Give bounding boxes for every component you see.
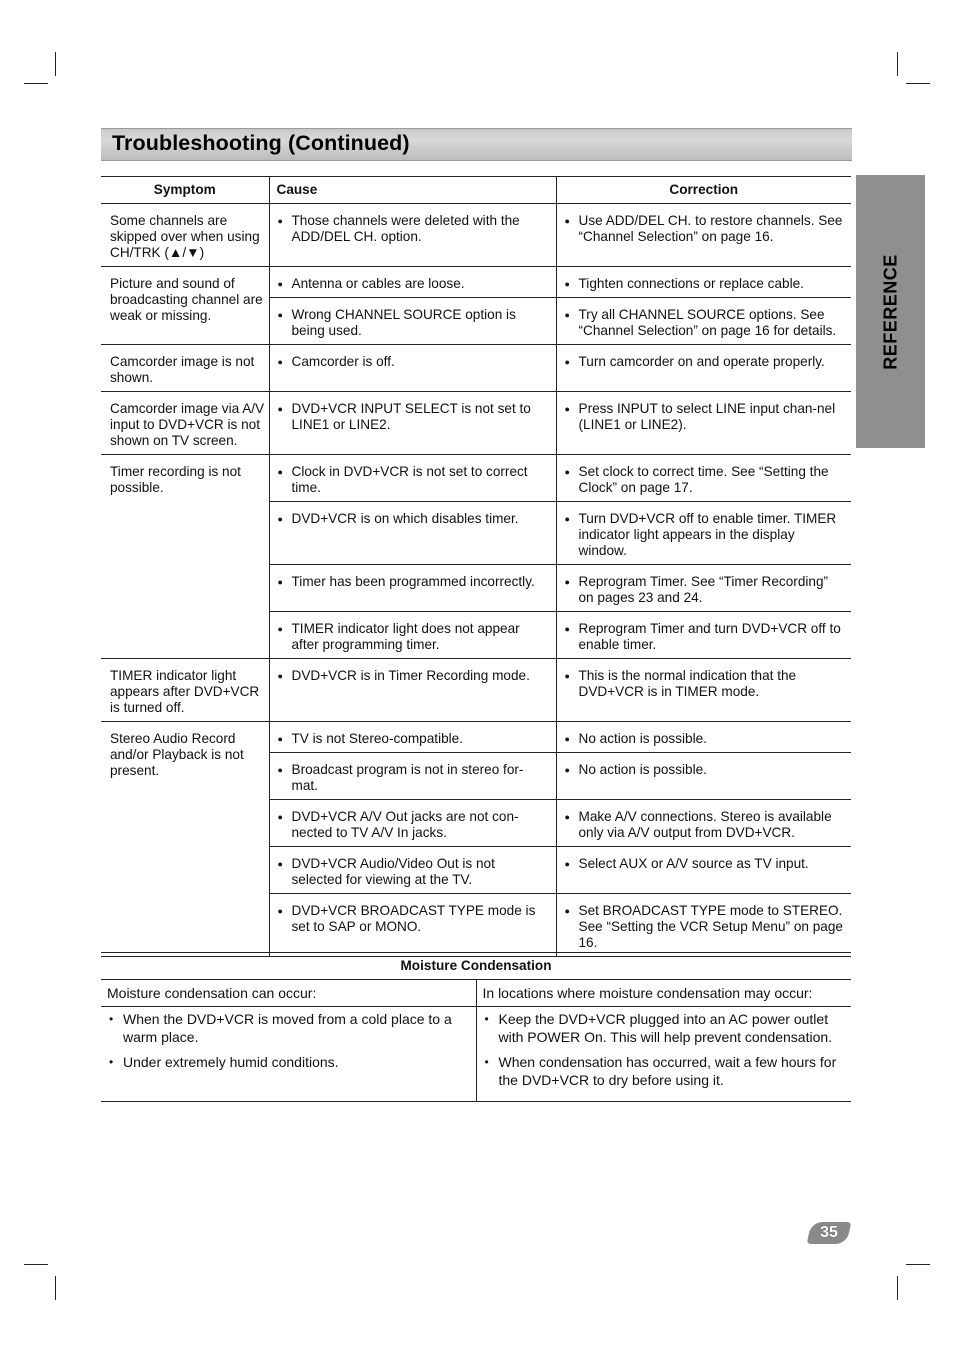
cause-text: Antenna or cables are loose. bbox=[291, 276, 465, 291]
list-item-text: Under extremely humid conditions. bbox=[123, 1054, 339, 1070]
correction-cell bbox=[556, 894, 851, 957]
troubleshooting-table bbox=[101, 176, 851, 957]
table-row bbox=[101, 455, 851, 502]
correction-text: Select AUX or A/V source as TV input. bbox=[578, 856, 809, 871]
bullet-icon: ● bbox=[277, 310, 283, 320]
bullet-icon: • bbox=[484, 1055, 489, 1069]
bullet-icon: ● bbox=[277, 812, 283, 822]
moisture-title: Moisture Condensation bbox=[101, 953, 851, 980]
list-item-text: Keep the DVD+VCR plugged into an AC power outlet with POWER On. This will help prevent condensation. bbox=[498, 1011, 833, 1045]
bullet-icon: ● bbox=[564, 514, 570, 524]
page-title: Troubleshooting (Continued) bbox=[112, 131, 410, 155]
page-number: 35 bbox=[820, 1224, 838, 1241]
list-item bbox=[485, 1010, 844, 1046]
cause-cell bbox=[269, 455, 556, 502]
bullet-icon: ● bbox=[277, 467, 283, 477]
bullet-icon: ● bbox=[277, 734, 283, 744]
correction-cell bbox=[556, 455, 851, 502]
list-item bbox=[109, 1053, 468, 1071]
table-row bbox=[101, 659, 851, 722]
bullet-icon: ● bbox=[277, 357, 283, 367]
correction-text: Reprogram Timer. See “Timer Recording” on pages 23 and 24. bbox=[578, 574, 829, 605]
bullet-icon: ● bbox=[564, 906, 570, 916]
correction-header: Correction bbox=[556, 177, 851, 204]
cause-cell bbox=[269, 612, 556, 659]
correction-text: Set clock to correct time. See “Setting the Clock” on page 17. bbox=[578, 464, 829, 495]
bullet-icon: ● bbox=[564, 859, 570, 869]
list-item bbox=[109, 1010, 468, 1046]
correction-text: Press INPUT to select LINE input chan-nel (LINE1 or LINE2). bbox=[578, 401, 836, 432]
crop-mark bbox=[55, 1276, 56, 1300]
bullet-icon: ● bbox=[564, 624, 570, 634]
correction-cell bbox=[556, 612, 851, 659]
page-number-badge bbox=[807, 1222, 852, 1244]
cause-cell bbox=[269, 565, 556, 612]
moisture-right-list bbox=[476, 1007, 851, 1102]
bullet-icon: ● bbox=[564, 765, 570, 775]
correction-cell bbox=[556, 392, 851, 455]
bullet-icon: ● bbox=[277, 279, 283, 289]
cause-cell bbox=[269, 204, 556, 267]
cause-text: Those channels were deleted with the ADD/DEL CH. option. bbox=[291, 213, 520, 244]
bullet-icon: ● bbox=[564, 357, 570, 367]
correction-cell bbox=[556, 722, 851, 753]
crop-mark bbox=[897, 52, 898, 76]
moisture-left-header: Moisture condensation can occur: bbox=[101, 980, 476, 1007]
bullet-icon: ● bbox=[277, 577, 283, 587]
correction-cell bbox=[556, 267, 851, 298]
bullet-icon: • bbox=[109, 1055, 114, 1069]
bullet-icon: ● bbox=[564, 467, 570, 477]
correction-text: Use ADD/DEL CH. to restore channels. See “Channel Selection” on page 16. bbox=[578, 213, 843, 244]
bullet-icon: ● bbox=[277, 624, 283, 634]
correction-text: Turn DVD+VCR off to enable timer. TIMER indicator light appears in the display window. bbox=[578, 511, 837, 558]
cause-text: Timer has been programmed incorrectly. bbox=[291, 574, 535, 589]
bullet-icon: • bbox=[109, 1012, 114, 1026]
symptom-cell: Timer recording is not possible. bbox=[101, 455, 269, 659]
symptom-header: Symptom bbox=[101, 177, 269, 204]
crop-mark bbox=[906, 1264, 930, 1265]
correction-cell bbox=[556, 659, 851, 722]
bullet-icon: ● bbox=[277, 514, 283, 524]
cause-text: DVD+VCR BROADCAST TYPE mode is set to SAP or MONO. bbox=[291, 903, 536, 934]
correction-text: This is the normal indication that the DVD+VCR is in TIMER mode. bbox=[578, 668, 797, 699]
table-row bbox=[101, 204, 851, 267]
bullet-icon: ● bbox=[277, 765, 283, 775]
cause-cell bbox=[269, 298, 556, 345]
cause-header: Cause bbox=[269, 177, 556, 204]
bullet-icon: ● bbox=[277, 671, 283, 681]
cause-cell bbox=[269, 392, 556, 455]
correction-cell bbox=[556, 345, 851, 392]
cause-cell bbox=[269, 894, 556, 957]
correction-cell bbox=[556, 298, 851, 345]
bullet-icon: ● bbox=[277, 859, 283, 869]
cause-text: TV is not Stereo-compatible. bbox=[291, 731, 464, 746]
title-bar bbox=[101, 128, 852, 161]
symptom-cell: Picture and sound of broadcasting channel are weak or missing. bbox=[101, 267, 269, 345]
correction-cell bbox=[556, 502, 851, 565]
correction-text: Try all CHANNEL SOURCE options. See “Channel Selection” on page 16 for details. bbox=[578, 307, 837, 338]
bullet-icon: ● bbox=[564, 577, 570, 587]
cause-cell bbox=[269, 345, 556, 392]
crop-mark bbox=[906, 83, 930, 84]
bullet-icon: ● bbox=[564, 671, 570, 681]
cause-cell bbox=[269, 753, 556, 800]
cause-text: Broadcast program is not in stereo for-mat. bbox=[291, 762, 524, 793]
symptom-cell: Camcorder image via A/V input to DVD+VCR is not shown on TV screen. bbox=[101, 392, 269, 455]
correction-cell bbox=[556, 204, 851, 267]
table-row bbox=[101, 392, 851, 455]
list-item bbox=[485, 1053, 844, 1089]
crop-mark bbox=[897, 1276, 898, 1300]
cause-text: TIMER indicator light does not appear after programming timer. bbox=[291, 621, 520, 652]
correction-cell bbox=[556, 565, 851, 612]
correction-cell bbox=[556, 753, 851, 800]
symptom-cell: TIMER indicator light appears after DVD+VCR is turned off. bbox=[101, 659, 269, 722]
table-header-row bbox=[101, 177, 851, 204]
list-item-text: When the DVD+VCR is moved from a cold place to a warm place. bbox=[123, 1011, 452, 1045]
correction-text: Turn camcorder on and operate properly. bbox=[578, 354, 825, 369]
cause-text: Clock in DVD+VCR is not set to correct time. bbox=[291, 464, 528, 495]
symptom-cell: Some channels are skipped over when using CH/TRK (▲/▼) bbox=[101, 204, 269, 267]
reference-side-tab bbox=[856, 175, 925, 448]
bullet-icon: ● bbox=[277, 216, 283, 226]
cause-text: Wrong CHANNEL SOURCE option is being used. bbox=[291, 307, 516, 338]
crop-mark bbox=[24, 83, 48, 84]
bullet-icon: ● bbox=[564, 734, 570, 744]
moisture-condensation-table bbox=[101, 952, 851, 1102]
table-row bbox=[101, 267, 851, 298]
cause-cell bbox=[269, 847, 556, 894]
bullet-icon: • bbox=[484, 1012, 489, 1026]
cause-cell bbox=[269, 502, 556, 565]
crop-mark bbox=[24, 1264, 48, 1265]
moisture-right-header: In locations where moisture condensation may occur: bbox=[476, 980, 851, 1007]
correction-text: Make A/V connections. Stereo is available only via A/V output from DVD+VCR. bbox=[578, 809, 832, 840]
cause-text: DVD+VCR Audio/Video Out is not selected for viewing at the TV. bbox=[291, 856, 495, 887]
correction-cell bbox=[556, 800, 851, 847]
bullet-icon: ● bbox=[564, 279, 570, 289]
cause-text: Camcorder is off. bbox=[291, 354, 395, 369]
correction-text: Set BROADCAST TYPE mode to STEREO. See “Setting the VCR Setup Menu” on page 16. bbox=[578, 903, 843, 950]
cause-cell bbox=[269, 722, 556, 753]
correction-text: Tighten connections or replace cable. bbox=[578, 276, 804, 291]
table-row bbox=[101, 345, 851, 392]
cause-text: DVD+VCR is in Timer Recording mode. bbox=[291, 668, 530, 683]
bullet-icon: ● bbox=[564, 216, 570, 226]
symptom-cell: Camcorder image is not shown. bbox=[101, 345, 269, 392]
correction-text: No action is possible. bbox=[578, 731, 707, 746]
bullet-icon: ● bbox=[564, 404, 570, 414]
correction-text: No action is possible. bbox=[578, 762, 707, 777]
cause-text: DVD+VCR INPUT SELECT is not set to LINE1 or LINE2. bbox=[291, 401, 531, 432]
correction-text: Reprogram Timer and turn DVD+VCR off to enable timer. bbox=[578, 621, 841, 652]
cause-text: DVD+VCR is on which disables timer. bbox=[291, 511, 519, 526]
bullet-icon: ● bbox=[277, 906, 283, 916]
bullet-icon: ● bbox=[277, 404, 283, 414]
crop-mark bbox=[55, 52, 56, 76]
moisture-left-list bbox=[101, 1007, 476, 1102]
cause-cell bbox=[269, 267, 556, 298]
symptom-cell: Stereo Audio Record and/or Playback is not present. bbox=[101, 722, 269, 957]
list-item-text: When condensation has occurred, wait a few hours for the DVD+VCR to dry before using it. bbox=[498, 1054, 837, 1088]
bullet-icon: ● bbox=[564, 812, 570, 822]
cause-cell bbox=[269, 800, 556, 847]
cause-cell bbox=[269, 659, 556, 722]
bullet-icon: ● bbox=[564, 310, 570, 320]
side-tab-label: REFERENCE bbox=[880, 253, 900, 370]
cause-text: DVD+VCR A/V Out jacks are not con-nected to TV A/V In jacks. bbox=[291, 809, 519, 840]
table-row bbox=[101, 722, 851, 753]
correction-cell bbox=[556, 847, 851, 894]
